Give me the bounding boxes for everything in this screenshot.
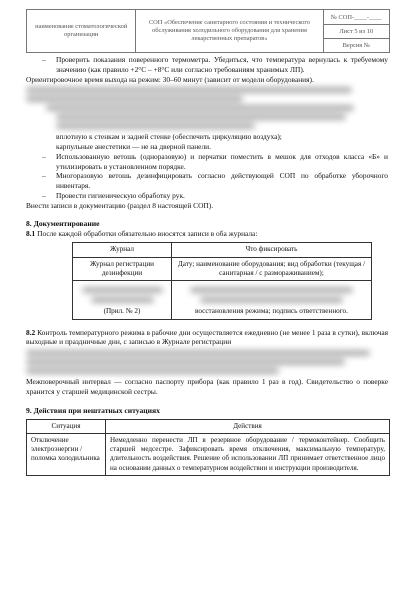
list-item: – Провести гигиеническую обработку рук. xyxy=(26,191,388,201)
records-note: Внести записи в документацию (раздел 8 настоящей СОП). xyxy=(26,200,214,210)
blurred-cell xyxy=(77,287,167,303)
appendix-reference: (Прил. № 2) xyxy=(103,307,141,316)
paragraph-number: 8.2 xyxy=(26,327,36,337)
actions-cell: Немедленно перенести ЛП в резервное оборудование / термоконтейнер. Сообщить старшей медсестре. Зафиксировать время отключения, максимальную температуру, длительность воздействия. Решение об использовании ЛП принимает ответственное лицо на основании данных о температурном воздействии и инструкции производителя. xyxy=(106,433,390,475)
section-heading: 8. Документирование xyxy=(26,219,100,229)
list-item: – Проверить показания поверенного термометра. Убедиться, что температура вернулась к требуемому значению (как правило +2°C – +8°C или согласно требованиям хранимых ЛП). xyxy=(26,55,388,75)
column-header: Действия xyxy=(106,419,390,433)
journal-table xyxy=(72,242,372,319)
blurred-text-block xyxy=(26,350,388,374)
table-row xyxy=(73,281,372,319)
journal-fields: восстановления режима; подпись ответственного. xyxy=(195,307,348,316)
document-header xyxy=(26,9,390,53)
column-header: Журнал xyxy=(73,243,172,257)
situation-cell: Отключение электроэнергии / поломка холодильника xyxy=(27,433,106,475)
table-row xyxy=(73,257,372,281)
journal-name: Журнал регистрации дезинфекции xyxy=(73,257,172,281)
journal-fields: Дату; наименование оборудования; вид обработки (текущая / санитарная / с размораживанием); xyxy=(172,257,372,281)
placement-note: вплотную к стенкам и задней стенке (обеспечить циркуляцию воздуха); xyxy=(56,132,282,142)
document-meta xyxy=(323,10,389,53)
exit-time-note: Ориентировочное время выхода на режим: 30–60 минут (зависит от модели оборудования). xyxy=(26,74,314,84)
column-header: Что фиксировать xyxy=(172,243,372,257)
blurred-cell xyxy=(176,287,367,303)
section-emergency xyxy=(26,406,388,476)
verification-interval: Межповерочный интервал — согласно паспорту прибора (как правило 1 раз в год). Свидетельство о поверке хранится у старшей медицинской сестры. xyxy=(26,377,388,396)
sop-number: № СОП-____-____ xyxy=(324,11,389,25)
list-item: – Многоразовую ветошь дезинфицировать согласно действующей СОП по обработке уборочного инвентаря. xyxy=(26,171,388,191)
sheet-number: Лист 5 из 10 xyxy=(324,25,389,39)
table-row xyxy=(27,433,390,475)
paragraph-number: 8.1 xyxy=(26,229,36,239)
blurred-text-block xyxy=(26,87,388,129)
organization-name: наименование стоматологической организации xyxy=(27,10,136,53)
section-heading: 9. Действия при нештатных ситуациях xyxy=(26,405,160,415)
sop-title: СОП «Обеспечение санитарного состояния и технического обслуживания холодильного оборудования для хранения лекарственных препаратов» xyxy=(136,10,323,53)
list-item: – Использованную ветошь (одноразовую) и перчатки поместить в мешок для отходов класса «Б» и утилизировать в установленном порядке. xyxy=(26,152,388,172)
paragraph-text: После каждой обработки обязательно вносятся записи в оба журнала: xyxy=(37,229,258,239)
version-number: Версия № xyxy=(342,41,370,49)
section-documentation xyxy=(26,219,388,396)
placement-note: карпульные анестетики — не на дверной панели. xyxy=(56,142,211,152)
paragraph-text: Контроль температурного режима в рабочие дни осуществляется ежедневно (не менее 1 раза в сутки), включая выходные и праздничные дни, с записью в Журнале регистрации xyxy=(26,327,388,347)
emergency-table xyxy=(26,419,390,476)
column-header: Ситуация xyxy=(27,419,106,433)
